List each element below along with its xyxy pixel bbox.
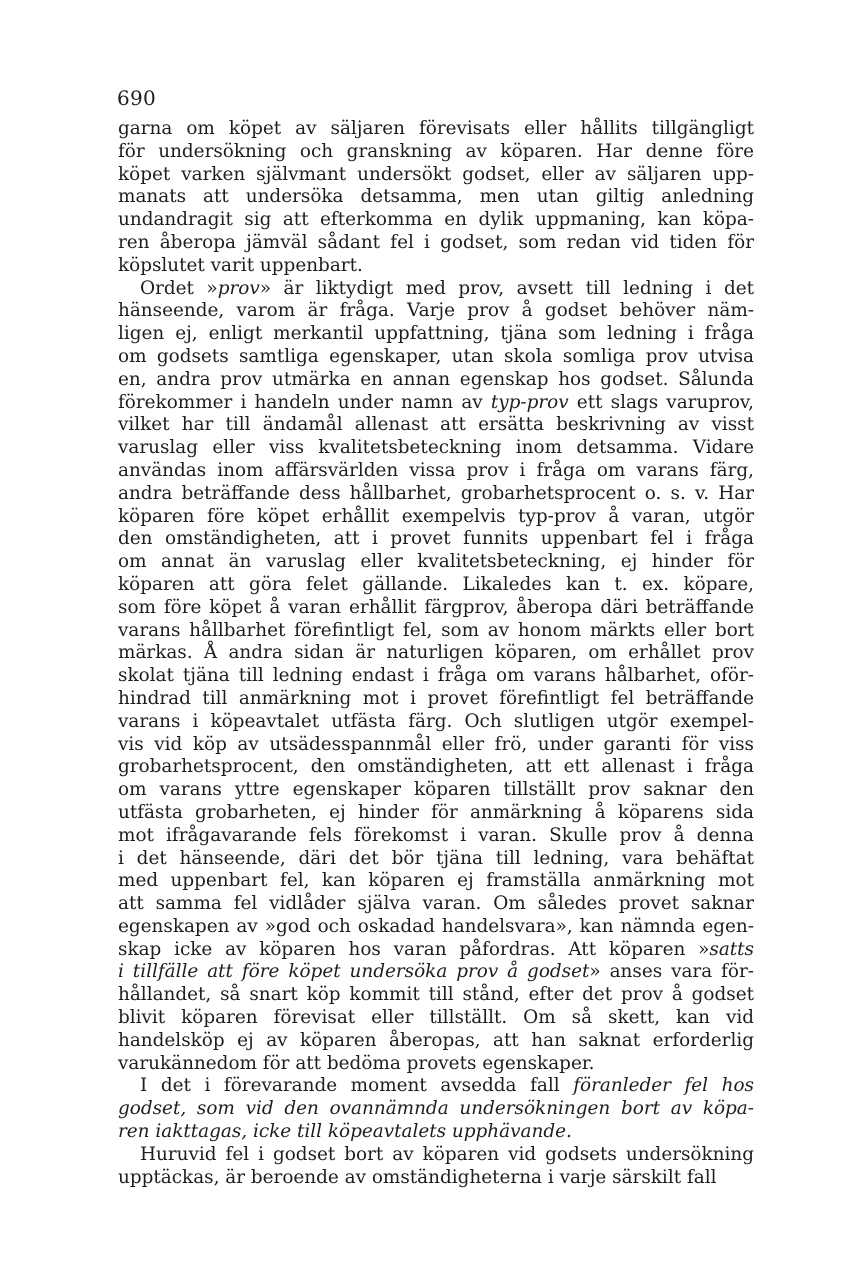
- text-line: [118, 620, 754, 643]
- text-segment: Ordet »: [140, 277, 218, 299]
- text-line: [118, 848, 754, 871]
- text-line: [118, 1167, 754, 1190]
- text-line: [118, 141, 754, 164]
- text-segment: den omständigheten, att i provet funnits uppenbart fel i fråga: [118, 528, 754, 550]
- text-line: [118, 961, 754, 984]
- italic-text: ren iakttagas, icke till köpeavtalets upphävande.: [118, 1121, 572, 1143]
- text-line: [118, 232, 754, 255]
- text-segment: som före köpet å varan erhållit färgprov, åberopa däri beträffande: [118, 596, 754, 618]
- text-line: [118, 323, 754, 346]
- text-segment: » är liktydigt med prov, avsett till ledning i det: [259, 277, 754, 299]
- text-line: [118, 939, 754, 962]
- italic-text: föranleder fel hos: [573, 1075, 754, 1097]
- text-segment: handelsköp ej av köparen åberopas, att han saknat erforderlig: [118, 1029, 754, 1051]
- text-line: [118, 1144, 754, 1167]
- text-segment: ren åberopa jämväl sådant fel i godset, som redan vid tiden för: [118, 231, 754, 253]
- text-segment: grobarhetsprocent, den omständigheten, att ett allenast i fråga: [118, 756, 754, 778]
- text-segment: varans hållbarhet förefintligt fel, som av honom märkts eller bort: [118, 619, 754, 641]
- text-segment: köpet varken självmant undersökt godset, eller av säljaren upp-: [118, 163, 754, 185]
- text-segment: vis vid köp av utsädesspannmål eller frö, under garanti för viss: [118, 733, 754, 755]
- text-segment: köparen före köpet erhållit exempelvis typ-prov å varan, utgör: [118, 505, 754, 527]
- text-line: [118, 574, 754, 597]
- page-number: 690: [117, 86, 157, 110]
- paragraph-p2: [118, 278, 754, 1076]
- text-segment: Huruvid fel i godset bort av köparen vid godsets undersökning: [140, 1143, 754, 1165]
- text-segment: varuslag eller viss kvalitetsbeteckning inom detsamma. Vidare: [118, 437, 754, 459]
- text-segment: om godsets samtliga egenskaper, utan skola somliga prov utvisa: [118, 345, 754, 367]
- text-line: [118, 597, 754, 620]
- text-line: [118, 483, 754, 506]
- text-line: [118, 414, 754, 437]
- text-line: [118, 870, 754, 893]
- text-segment: hänseende, varom är fråga. Varje prov å godset behöver näm-: [118, 300, 754, 322]
- text-segment: blivit köparen förevisat eller tillställt. Om så skett, kan vid: [118, 1007, 754, 1029]
- text-line: [118, 118, 754, 141]
- text-segment: skap icke av köparen hos varan påfordras. Att köparen »: [118, 938, 710, 960]
- text-segment: skolat tjäna till ledning endast i fråga om varans hålbarhet, oför-: [118, 665, 754, 687]
- text-segment: märkas. Å andra sidan är naturligen köparen, om erhållet prov: [118, 642, 754, 664]
- text-line: [118, 642, 754, 665]
- text-segment: ligen ej, enligt merkantil uppfattning, tjäna som ledning i fråga: [118, 323, 754, 345]
- text-segment: köparen att göra felet gällande. Likaledes kan t. ex. köpare,: [118, 573, 754, 595]
- italic-text: i tillfälle att före köpet undersöka prov å godset: [118, 961, 590, 983]
- text-segment: I det i förevarande moment avsedda fall: [140, 1075, 574, 1097]
- text-segment: om annat än varuslag eller kvalitetsbeteckning, ej hinder för: [118, 551, 754, 573]
- text-segment: varukännedom för att bedöma provets egenskaper.: [118, 1052, 595, 1074]
- text-line: [118, 164, 754, 187]
- text-line: [118, 278, 754, 301]
- paragraph-p3: [118, 1075, 754, 1143]
- text-segment: i det hänseende, däri det bör tjäna till ledning, vara behäftat: [118, 847, 754, 869]
- text-segment: användas inom affärsvärlden vissa prov i fråga om varans färg,: [118, 459, 754, 481]
- text-line: [118, 734, 754, 757]
- text-line: [118, 984, 754, 1007]
- text-line: [118, 209, 754, 232]
- text-line: [118, 392, 754, 415]
- text-line: [118, 825, 754, 848]
- text-line: [118, 779, 754, 802]
- text-segment: med uppenbart fel, kan köparen ej framställa anmärkning mot: [118, 870, 754, 892]
- text-segment: en, andra prov utmärka en annan egenskap hos godset. Sålunda: [118, 368, 754, 390]
- text-segment: för undersökning och granskning av köparen. Har denne före: [118, 140, 754, 162]
- text-segment: om varans yttre egenskaper köparen tillställt prov saknar den: [118, 779, 754, 801]
- text-line: [118, 711, 754, 734]
- text-segment: att samma fel vidlåder själva varan. Om således provet saknar: [118, 893, 754, 915]
- text-line: [118, 437, 754, 460]
- body-text: [118, 118, 754, 1189]
- text-line: [118, 802, 754, 825]
- text-line: [118, 1121, 754, 1144]
- text-line: [118, 300, 754, 323]
- text-segment: ett slags varuprov,: [568, 391, 754, 413]
- text-line: [118, 506, 754, 529]
- text-segment: förekommer i handeln under namn av: [118, 391, 491, 413]
- paragraph-p4: [118, 1144, 754, 1190]
- text-line: [118, 186, 754, 209]
- text-line: [118, 916, 754, 939]
- text-line: [118, 665, 754, 688]
- text-line: [118, 893, 754, 916]
- text-line: [118, 1007, 754, 1030]
- text-line: [118, 255, 754, 278]
- text-line: [118, 756, 754, 779]
- italic-text: prov: [217, 277, 260, 299]
- text-line: [118, 1030, 754, 1053]
- text-line: [118, 551, 754, 574]
- text-segment: » anses vara för-: [589, 961, 754, 983]
- text-line: [118, 688, 754, 711]
- text-line: [118, 1075, 754, 1098]
- text-segment: manats att undersöka detsamma, men utan giltig anledning: [118, 186, 754, 208]
- text-segment: vilket har till ändamål allenast att ersätta beskrivning av visst: [118, 414, 754, 436]
- italic-text: godset, som vid den ovannämnda undersökningen bort av köpa-: [118, 1098, 754, 1120]
- text-line: [118, 528, 754, 551]
- text-segment: varans i köpeavtalet utfästa färg. Och slutligen utgör exempel-: [118, 710, 754, 732]
- text-segment: undandragit sig att efterkomma en dylik uppmaning, kan köpa-: [118, 209, 754, 231]
- text-segment: utfästa grobarheten, ej hinder för anmärkning å köparens sida: [118, 801, 754, 823]
- text-line: [118, 460, 754, 483]
- text-segment: hindrad till anmärkning mot i provet förefintligt fel beträffande: [118, 687, 754, 709]
- text-segment: upptäckas, är beroende av omständigheterna i varje särskilt fall: [118, 1166, 717, 1188]
- text-line: [118, 1098, 754, 1121]
- text-segment: mot ifrågavarande fels förekomst i varan. Skulle prov å denna: [118, 824, 754, 846]
- text-segment: köpslutet varit uppenbart.: [118, 254, 363, 276]
- text-line: [118, 1053, 754, 1076]
- text-segment: egenskapen av »god och oskadad handelsvara», kan nämnda egen-: [118, 915, 754, 937]
- text-segment: andra beträffande dess hållbarhet, grobarhetsprocent o. s. v. Har: [118, 482, 754, 504]
- text-line: [118, 369, 754, 392]
- text-line: [118, 346, 754, 369]
- italic-text: typ-prov: [490, 391, 569, 413]
- paragraph-p1: [118, 118, 754, 278]
- italic-text: satts: [709, 938, 754, 960]
- text-segment: hållandet, så snart köp kommit till stånd, efter det prov å godset: [118, 984, 754, 1006]
- text-segment: garna om köpet av säljaren förevisats eller hållits tillgängligt: [118, 118, 754, 139]
